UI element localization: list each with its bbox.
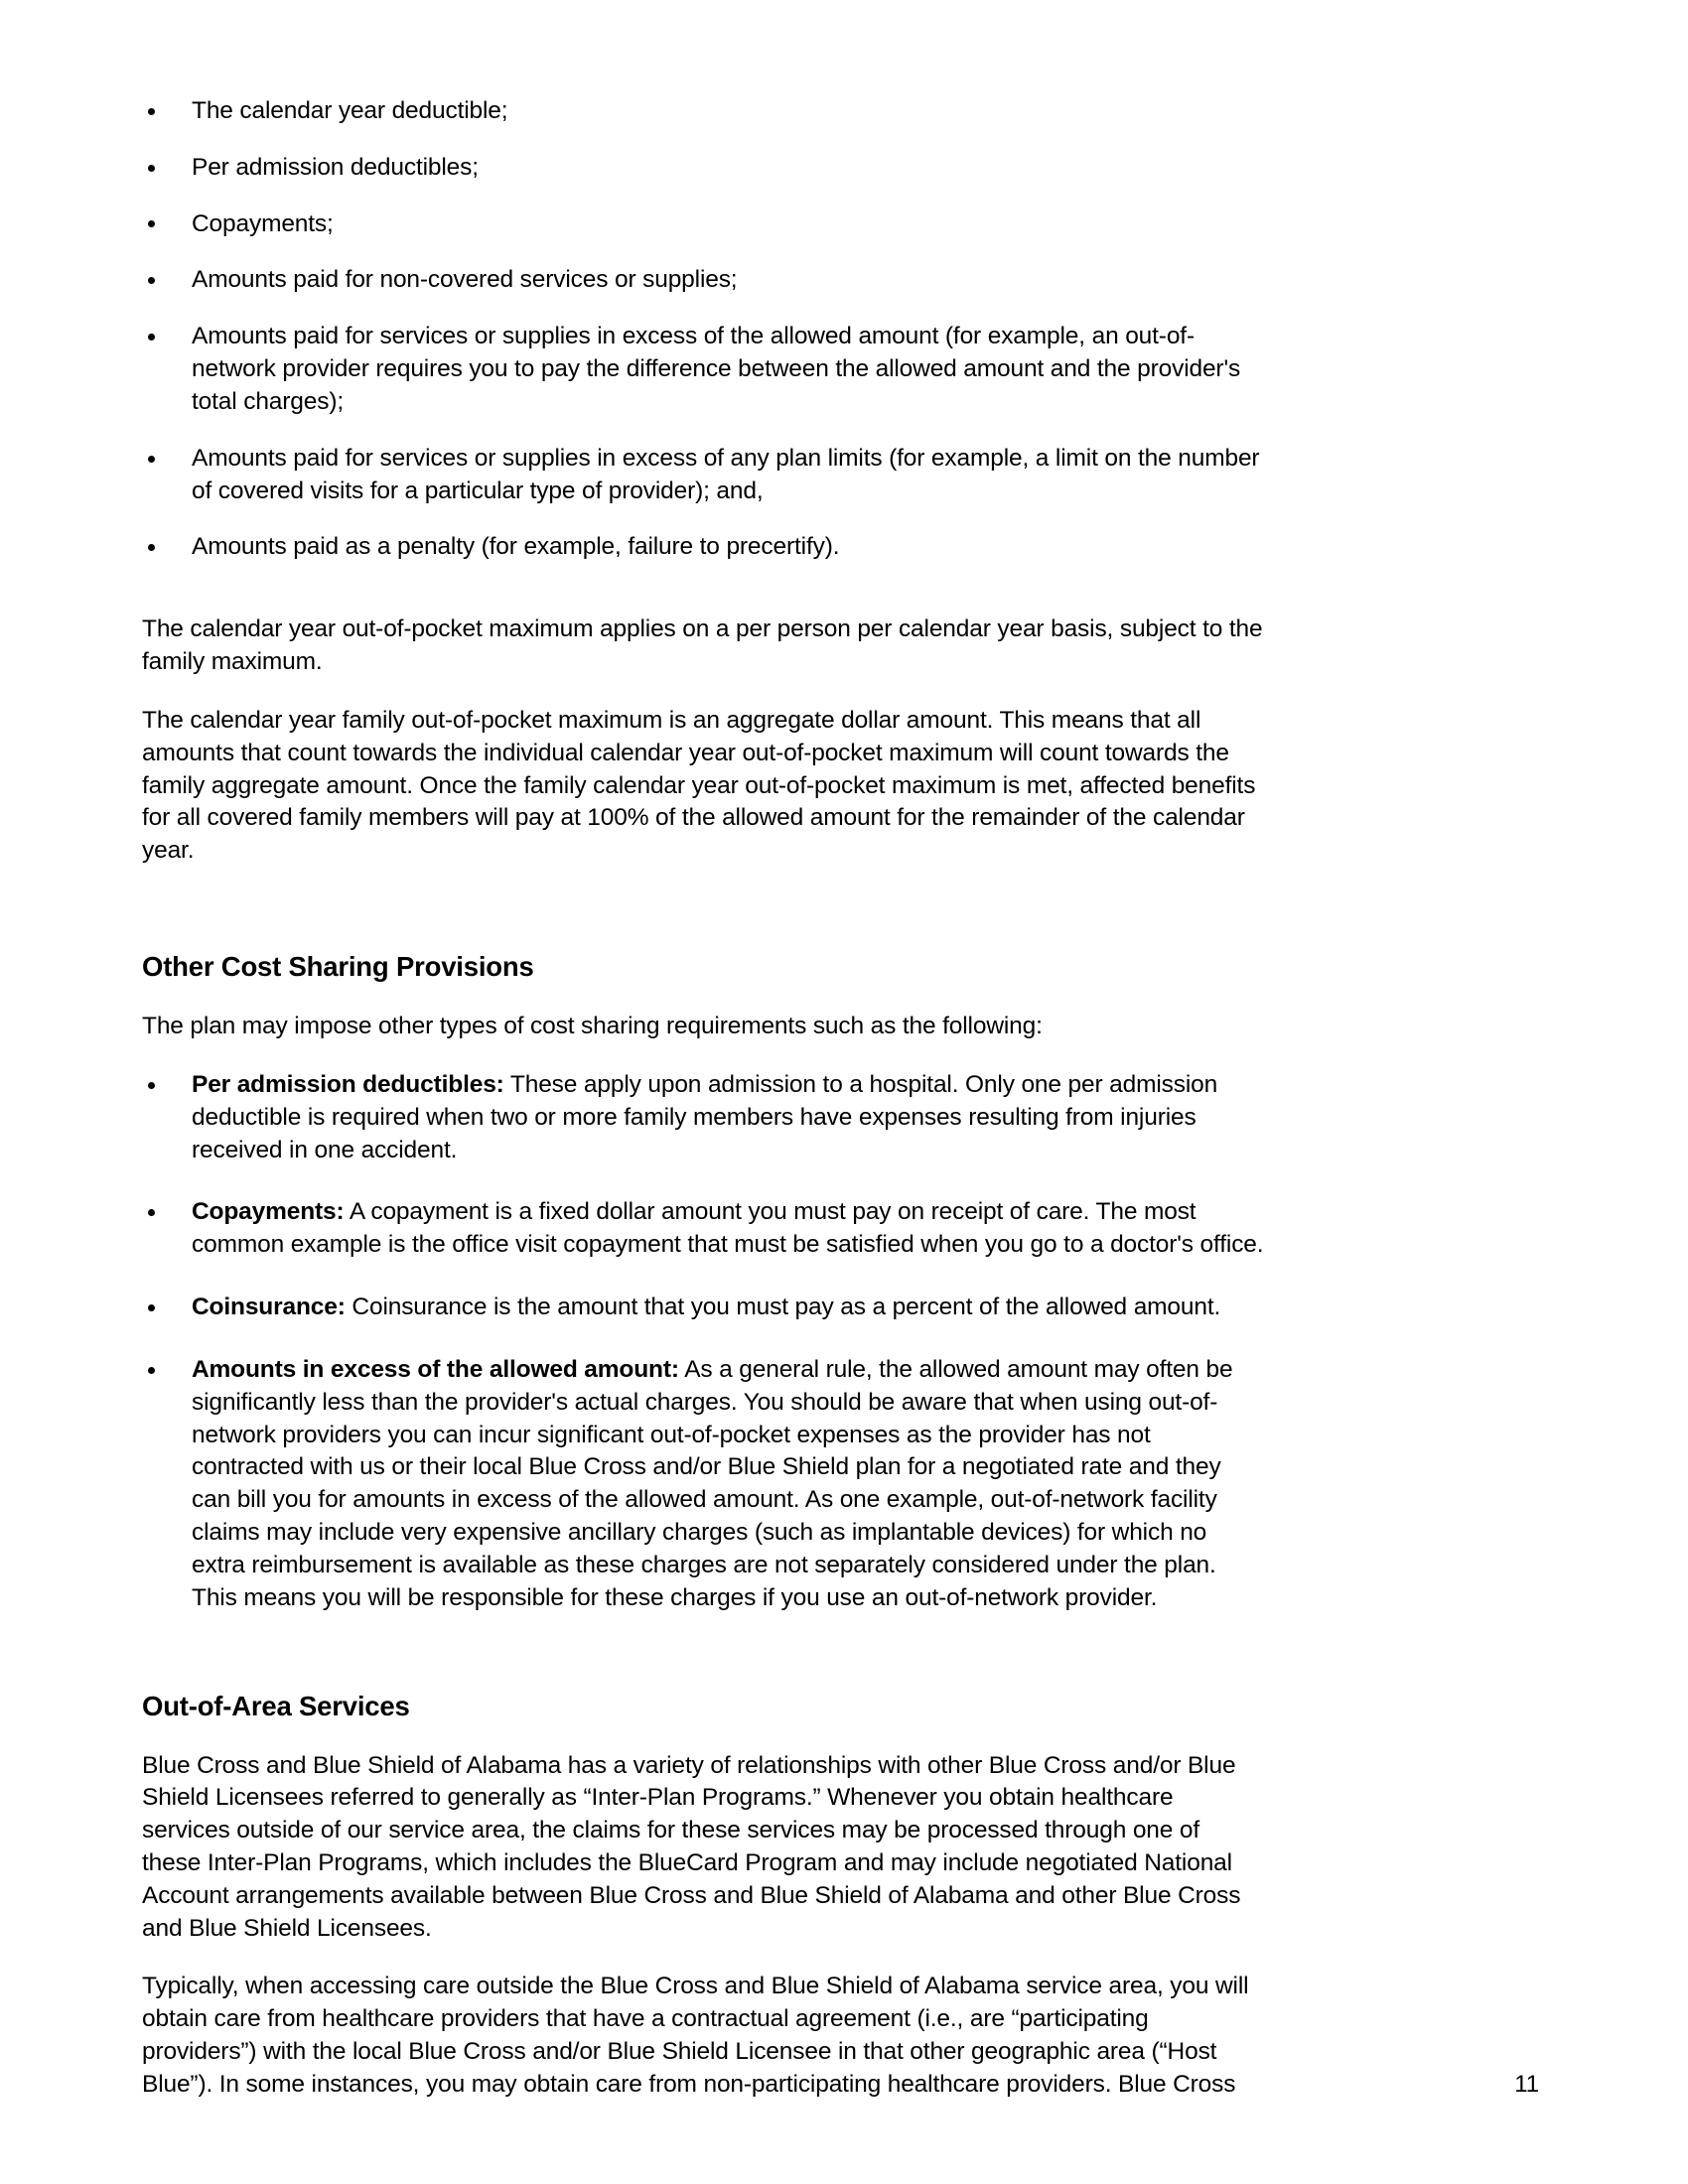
list-item-text: Per admission deductibles;	[192, 153, 479, 181]
list-item	[142, 208, 1264, 241]
section-heading-other-cost-sharing: Other Cost Sharing Provisions	[142, 951, 534, 983]
list-item	[142, 321, 1264, 418]
bullet-dot-icon	[148, 1082, 155, 1089]
bullet-dot-icon	[148, 1367, 155, 1374]
spacer	[142, 588, 1264, 614]
list-item	[142, 443, 1264, 508]
definition-text: These apply upon admission to a hospital. Only one per admission deductible is required when two or more family members have expenses resulting from injuries received in one accident.	[192, 1070, 1218, 1163]
bullet-dot-icon	[148, 220, 155, 227]
definition-term: Amounts in excess of the allowed amount:	[192, 1355, 679, 1383]
bullet-dot-icon	[148, 334, 155, 341]
list-item-text: Amounts paid as a penalty (for example, failure to precertify).	[192, 533, 840, 561]
out-of-pocket-exclusions-list	[142, 95, 1264, 564]
definition-text: A copayment is a fixed dollar amount you must pay on receipt of care. The most common example is the office visit copayment that must be satisfied when you go to a doctor's office.	[192, 1198, 1264, 1259]
out-of-area-paragraph-2: Typically, when accessing care outside the Blue Cross and Blue Shield of Alabama service area, you will obtain care from healthcare providers that have a contractual agreement (i.e., are “participating providers”) with the local Blue Cross and/or Blue Shield Licensee in that other geographic area (“Host Blue”). In some instances, you may obtain care from non-participating healthcare providers. Blue Cross	[142, 1973, 1249, 2098]
bullet-dot-icon	[148, 108, 155, 115]
list-item	[142, 1196, 1264, 1262]
cost-sharing-definitions-list	[142, 1069, 1264, 1615]
spacer	[142, 1722, 1264, 1750]
list-item	[142, 531, 1264, 564]
list-item-text: The calendar year deductible;	[192, 97, 508, 124]
list-item	[142, 95, 1264, 128]
bullet-dot-icon	[148, 1209, 155, 1216]
list-item	[142, 1069, 1264, 1166]
list-item	[142, 152, 1264, 185]
bullet-dot-icon	[148, 277, 155, 284]
spacer	[142, 893, 1264, 951]
list-item-text: Amounts paid for non-covered services or supplies;	[192, 266, 738, 294]
definition-text: Coinsurance is the amount that you must pay as a percent of the allowed amount.	[345, 1294, 1221, 1321]
oop-maximum-paragraph: The calendar year out-of-pocket maximum applies on a per person per calendar year basis, subject to the family maximum.	[142, 615, 1263, 676]
other-cost-sharing-intro: The plan may impose other types of cost sharing requirements such as the following:	[142, 1013, 1043, 1040]
page-number: 11	[1514, 2071, 1539, 2098]
list-item	[142, 1292, 1264, 1324]
page-content	[142, 95, 1264, 2102]
bullet-dot-icon	[148, 1304, 155, 1311]
definition-term: Copayments:	[192, 1198, 345, 1226]
definition-text: As a general rule, the allowed amount may often be significantly less than the provider's actual charges. You should be aware that when using out-of-network providers you can incur significant out-of-pocket expenses as the provider has not contracted with us or their local Blue Cross and/or Blue Shield plan for a negotiated rate and they can bill you for amounts in excess of the allowed amount. As one example, out-of-network facility claims may include very expensive ancillary charges (such as implantable devices) for which no extra reimbursement is available as these charges are not separately considered under the plan. This means you will be responsible for these charges if you use an out-of-network provider.	[192, 1355, 1233, 1611]
out-of-area-paragraph-1: Blue Cross and Blue Shield of Alabama has a variety of relationships with other Blue Cross and/or Blue Shield Licensees referred to generally as “Inter-Plan Programs.” Whenever you obtain healthcare services outside of our service area, the claims for these services may be processed through one of these Inter-Plan Programs, which includes the BlueCard Program and may include negotiated National Account arrangements available between Blue Cross and Blue Shield of Alabama and other Blue Cross and Blue Shield Licensees.	[142, 1751, 1241, 1942]
list-item-text: Amounts paid for services or supplies in excess of any plan limits (for example, a limit on the number of covered visits for a particular type of provider); and,	[192, 444, 1260, 504]
family-oop-maximum-paragraph: The calendar year family out-of-pocket maximum is an aggregate dollar amount. This means that all amounts that count towards the individual calendar year out-of-pocket maximum will count towards the family aggregate amount. Once the family calendar year out-of-pocket maximum is met, affected benefits for all covered family members will pay at 100% of the allowed amount for the remainder of the calendar year.	[142, 706, 1256, 865]
bullet-dot-icon	[148, 165, 155, 172]
spacer	[142, 983, 1264, 1011]
section-heading-out-of-area-services: Out-of-Area Services	[142, 1690, 410, 1721]
list-item	[142, 264, 1264, 297]
definition-term: Coinsurance:	[192, 1294, 346, 1321]
list-item-text: Amounts paid for services or supplies in excess of the allowed amount (for example, an out-of-network provider requires you to pay the difference between the allowed amount and the provider's total charges);	[192, 323, 1241, 415]
bullet-dot-icon	[148, 544, 155, 551]
list-item-text: Copayments;	[192, 209, 334, 237]
definition-term: Per admission deductibles:	[192, 1070, 504, 1098]
bullet-dot-icon	[148, 456, 155, 463]
spacer	[142, 1645, 1264, 1691]
list-item	[142, 1354, 1264, 1615]
